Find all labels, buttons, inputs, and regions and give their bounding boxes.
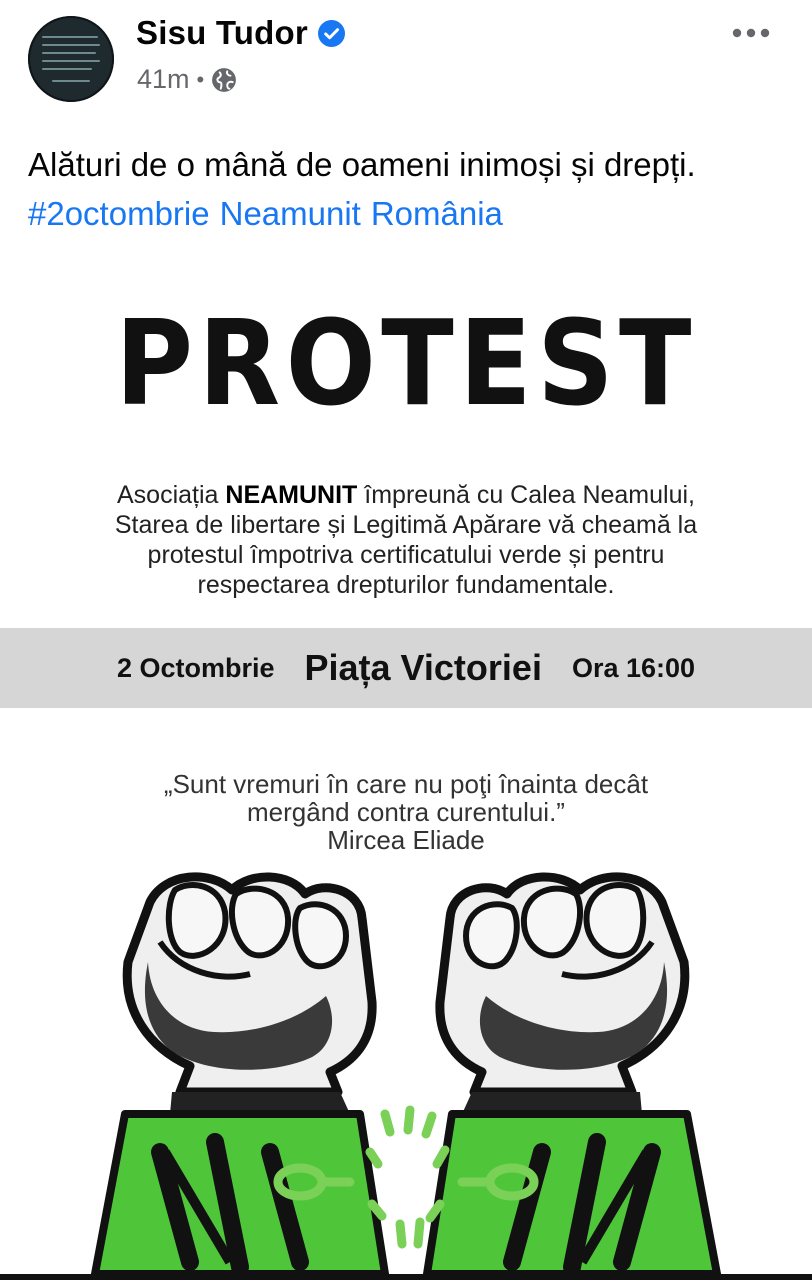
invite-text-start: Asociația	[117, 481, 226, 509]
left-fist-icon	[95, 877, 385, 1274]
invite-text-end: împreună cu Calea Neamului, Starea de libertare și Legitimă Apărare vă cheamă la protestul împotriva certificatului verde și pentru respectarea drepturilor fundamentale.	[114, 481, 698, 599]
hashtag-link[interactable]: #2octombrie	[28, 195, 210, 232]
event-info-band	[0, 628, 812, 708]
post-message: Alături de o mână de oameni inimoși și drepți.	[28, 146, 696, 183]
event-time: Ora 16:00	[571, 652, 696, 683]
poster-title: PROTEST	[115, 294, 697, 432]
author-name[interactable]: Sisu Tudor	[136, 14, 308, 51]
globe-icon[interactable]	[211, 67, 237, 93]
post-header	[0, 0, 812, 118]
author-avatar[interactable]	[28, 16, 114, 102]
post-time[interactable]: 41m	[137, 64, 190, 94]
quote-line: „Sunt vremuri în care nu poţi înainta decât	[163, 769, 649, 799]
hashtag-link[interactable]: România	[370, 195, 503, 232]
more-options-icon[interactable]	[732, 28, 770, 38]
verified-badge-icon	[318, 20, 345, 47]
post-image[interactable]	[0, 252, 812, 1274]
author-row	[136, 14, 345, 52]
broken-chain-fists-illustration	[0, 852, 812, 1274]
hashtag-row	[28, 189, 798, 238]
post-text	[28, 140, 798, 238]
quote-line: mergând contra curentului.”	[247, 797, 565, 827]
quote-author: Mircea Eliade	[327, 825, 485, 855]
invite-org-name: NEAMUNIT	[225, 481, 358, 509]
post-meta	[137, 64, 237, 95]
right-fist-icon	[427, 877, 717, 1274]
event-date: 2 Octombrie	[116, 652, 275, 683]
meta-separator: •	[196, 66, 205, 92]
event-place: Piața Victoriei	[304, 647, 542, 688]
poster-invite-text	[80, 480, 732, 600]
poster-quote	[80, 770, 732, 854]
hashtag-link[interactable]: Neamunit	[219, 195, 361, 232]
bottom-edge-bar	[0, 1274, 812, 1280]
